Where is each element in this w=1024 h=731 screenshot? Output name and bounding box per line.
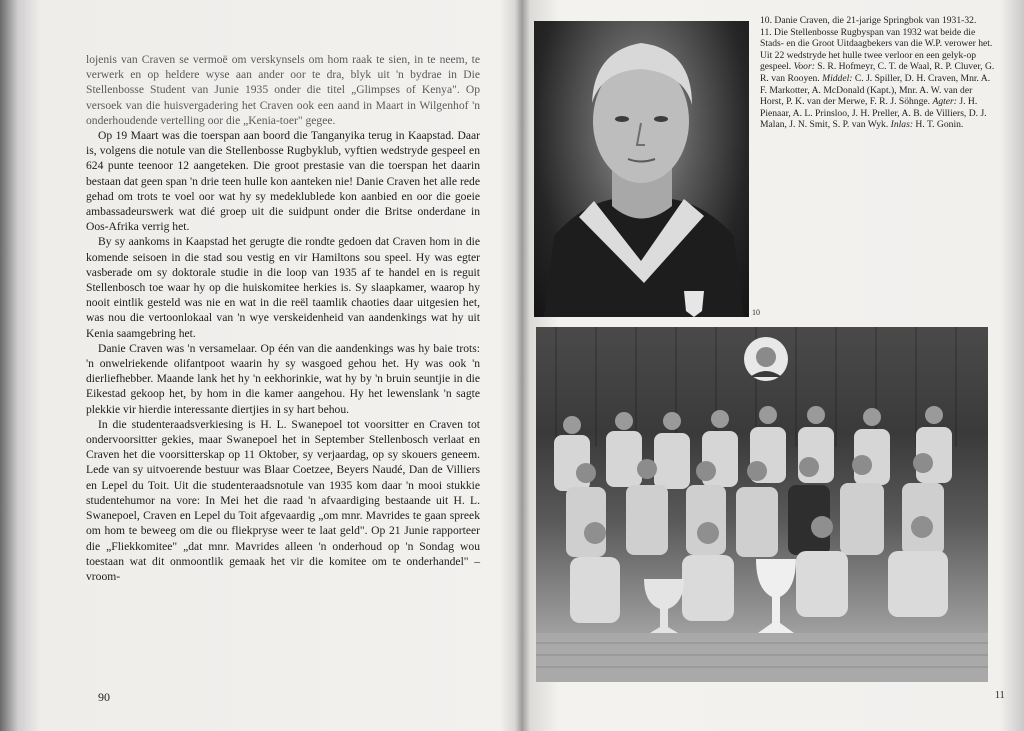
caption-10: 10. Danie Craven, die 21-jarige Springbok van 1931-32. — [760, 15, 977, 26]
caption-11-text: 11. Die Stellenbosse Rugbyspan van 1932 wat beide die Stads- en die Groot Uitdaagbekers van die W.P. verower het. Uit 22 wedstryde het hulle twee verloor en een gelyk-op gespeel. — [760, 26, 993, 73]
agter-names: J. H. Pienaar, A. L. Prinsloo, J. H. Preller, A. B. de Villiers, D. J. Malan, J. N. Smit, S. P. van Wyk. — [760, 96, 987, 131]
portrait-figure — [534, 21, 749, 317]
caption-11 — [760, 27, 995, 131]
inlas-label: Inlas: — [890, 119, 916, 131]
photo-11-number: 11 — [995, 690, 1005, 701]
middel-label: Middel: — [822, 72, 855, 84]
team-photo — [536, 327, 988, 682]
middel-names: C. J. Spiller, D. H. Craven, Mnr. A. F. Markotter, A. McDonald (Kapt.), Mnr. A. W. van der Horst, P. K. van der Merwe, F. R. J. Söhnge. — [760, 72, 991, 108]
inlas-names: H. T. Gonin. — [915, 119, 964, 131]
portrait-photo — [534, 21, 749, 317]
paragraph-2: Op 19 Maart was die toerspan aan boord die Tanganyika terug in Kaapstad. Daar is, volgens die notule van die Stellenbosse Rugbyklub, vyftien wedstryde gespeel en 624 punte teenoor 12 aangeteken. Die groot prestasie van die toerspan het daarin bestaan dat geen span 'n drie teen hulle kon aanteken nie! Danie Craven het alle rede gehad om trots te voel oor wat hy sy medeklublede kon aanbied en oor die goeie ambassadeurswerk wat dié groep uit die suidpunt onder die Britse onderdane in Oos-Afrika verrig het. — [86, 129, 480, 234]
team-figure — [536, 327, 988, 682]
photo-captions — [760, 15, 995, 131]
paragraph-1: lojenis van Craven se vermoë om verskynsels om hom raak te sien, in te neem, te verwerk en op heldere wyse aan ander oor te dra, blyk uit 'n bydrae in Die Stellenbosse Student van Junie 1935 onder die titel „Glimpses of Kenya". Op versoek van die huisvergadering het Craven ook een aand in Maart in Wilgenhof 'n onderhoudende vertelling oor die „Kenia-toer" gegee. — [86, 53, 480, 127]
photo-10-number: 10 — [752, 308, 760, 317]
left-page-number: 90 — [98, 690, 110, 704]
voor-label: Voor: — [793, 61, 818, 73]
paragraph-5: In die studenteraadsverkiesing is H. L. Swanepoel tot voorsitter en Craven tot ondervoorsitter gekies, maar Swanepoel het in September Stellenbosch verlaat en Craven het die voorsitterskap op 11 Oktober, sy verjaardag, op sy skouers geneem. Lede van sy uitvoerende bestuur was Blaar Coetzee, Beyers Naudé, Dan de Villiers en Lepel du Toit. Uit die studenteraadsnotule van 1935 kom daar 'n mooi stukkie studentehumor na vore: In Mei het die raad 'n afvaardiging bestaande uit H. L. Swanepoel, Craven en Lepel du Toit afgevaardig „om mnr. Mavrides te gaan spreek om hom te beweeg om die ou fliekpryse weer te laat geld". Op 21 Junie rapporteer die „Fliekkomitee" „dat mnr. Mavrides alleen 'n onderhoud op 'n Sondag wou toestaan wat dit onmoontlik gemaak het vir die komitee om te onderhandel" – vroom- — [86, 417, 480, 583]
voor-names: S. R. Hofmeyr, C. T. de Waal, R. P. Cluver, G. R. van Rooyen. — [760, 61, 995, 84]
left-page-text — [86, 52, 480, 692]
paragraph-4: Danie Craven was 'n versamelaar. Op één van die aandenkings was hy baie trots: 'n onwelriekende olifantpoot waarin hy sy wasgoed gehou het. Hy was ook 'n dierliefhebber. Maande lank het hy 'n eekhorinkie, wat hy by 'n bruin seuntjie in die Eikestad gekoop het, by hom in die kamer aangehou. Hy het lewenslank 'n sagte plekkie vir hierdie interessante diertjies in sy hart behou. — [86, 341, 480, 416]
paragraph-3: By sy aankoms in Kaapstad het gerugte die rondte gedoen dat Craven hom in die komende seisoen in die stad sou vestig en vir Hamiltons sou speel. Hy was egter vasberade om sy doktorale studie in die loop van 1935 af te handel en is reguit Stellenbosch toe waar hy op die huiskomitee herkies is. Sy slaapkamer, waarop hy nooit eintlik gesteld was nie en wat in die reël taamlik chaoties daar uitgesien het, was nou die vertoonlokaal van 'n wye verskeidenheid van aandenkings wat hy uit Kenia saamgebring het. — [86, 235, 480, 340]
agter-label: Agter: — [932, 96, 960, 108]
